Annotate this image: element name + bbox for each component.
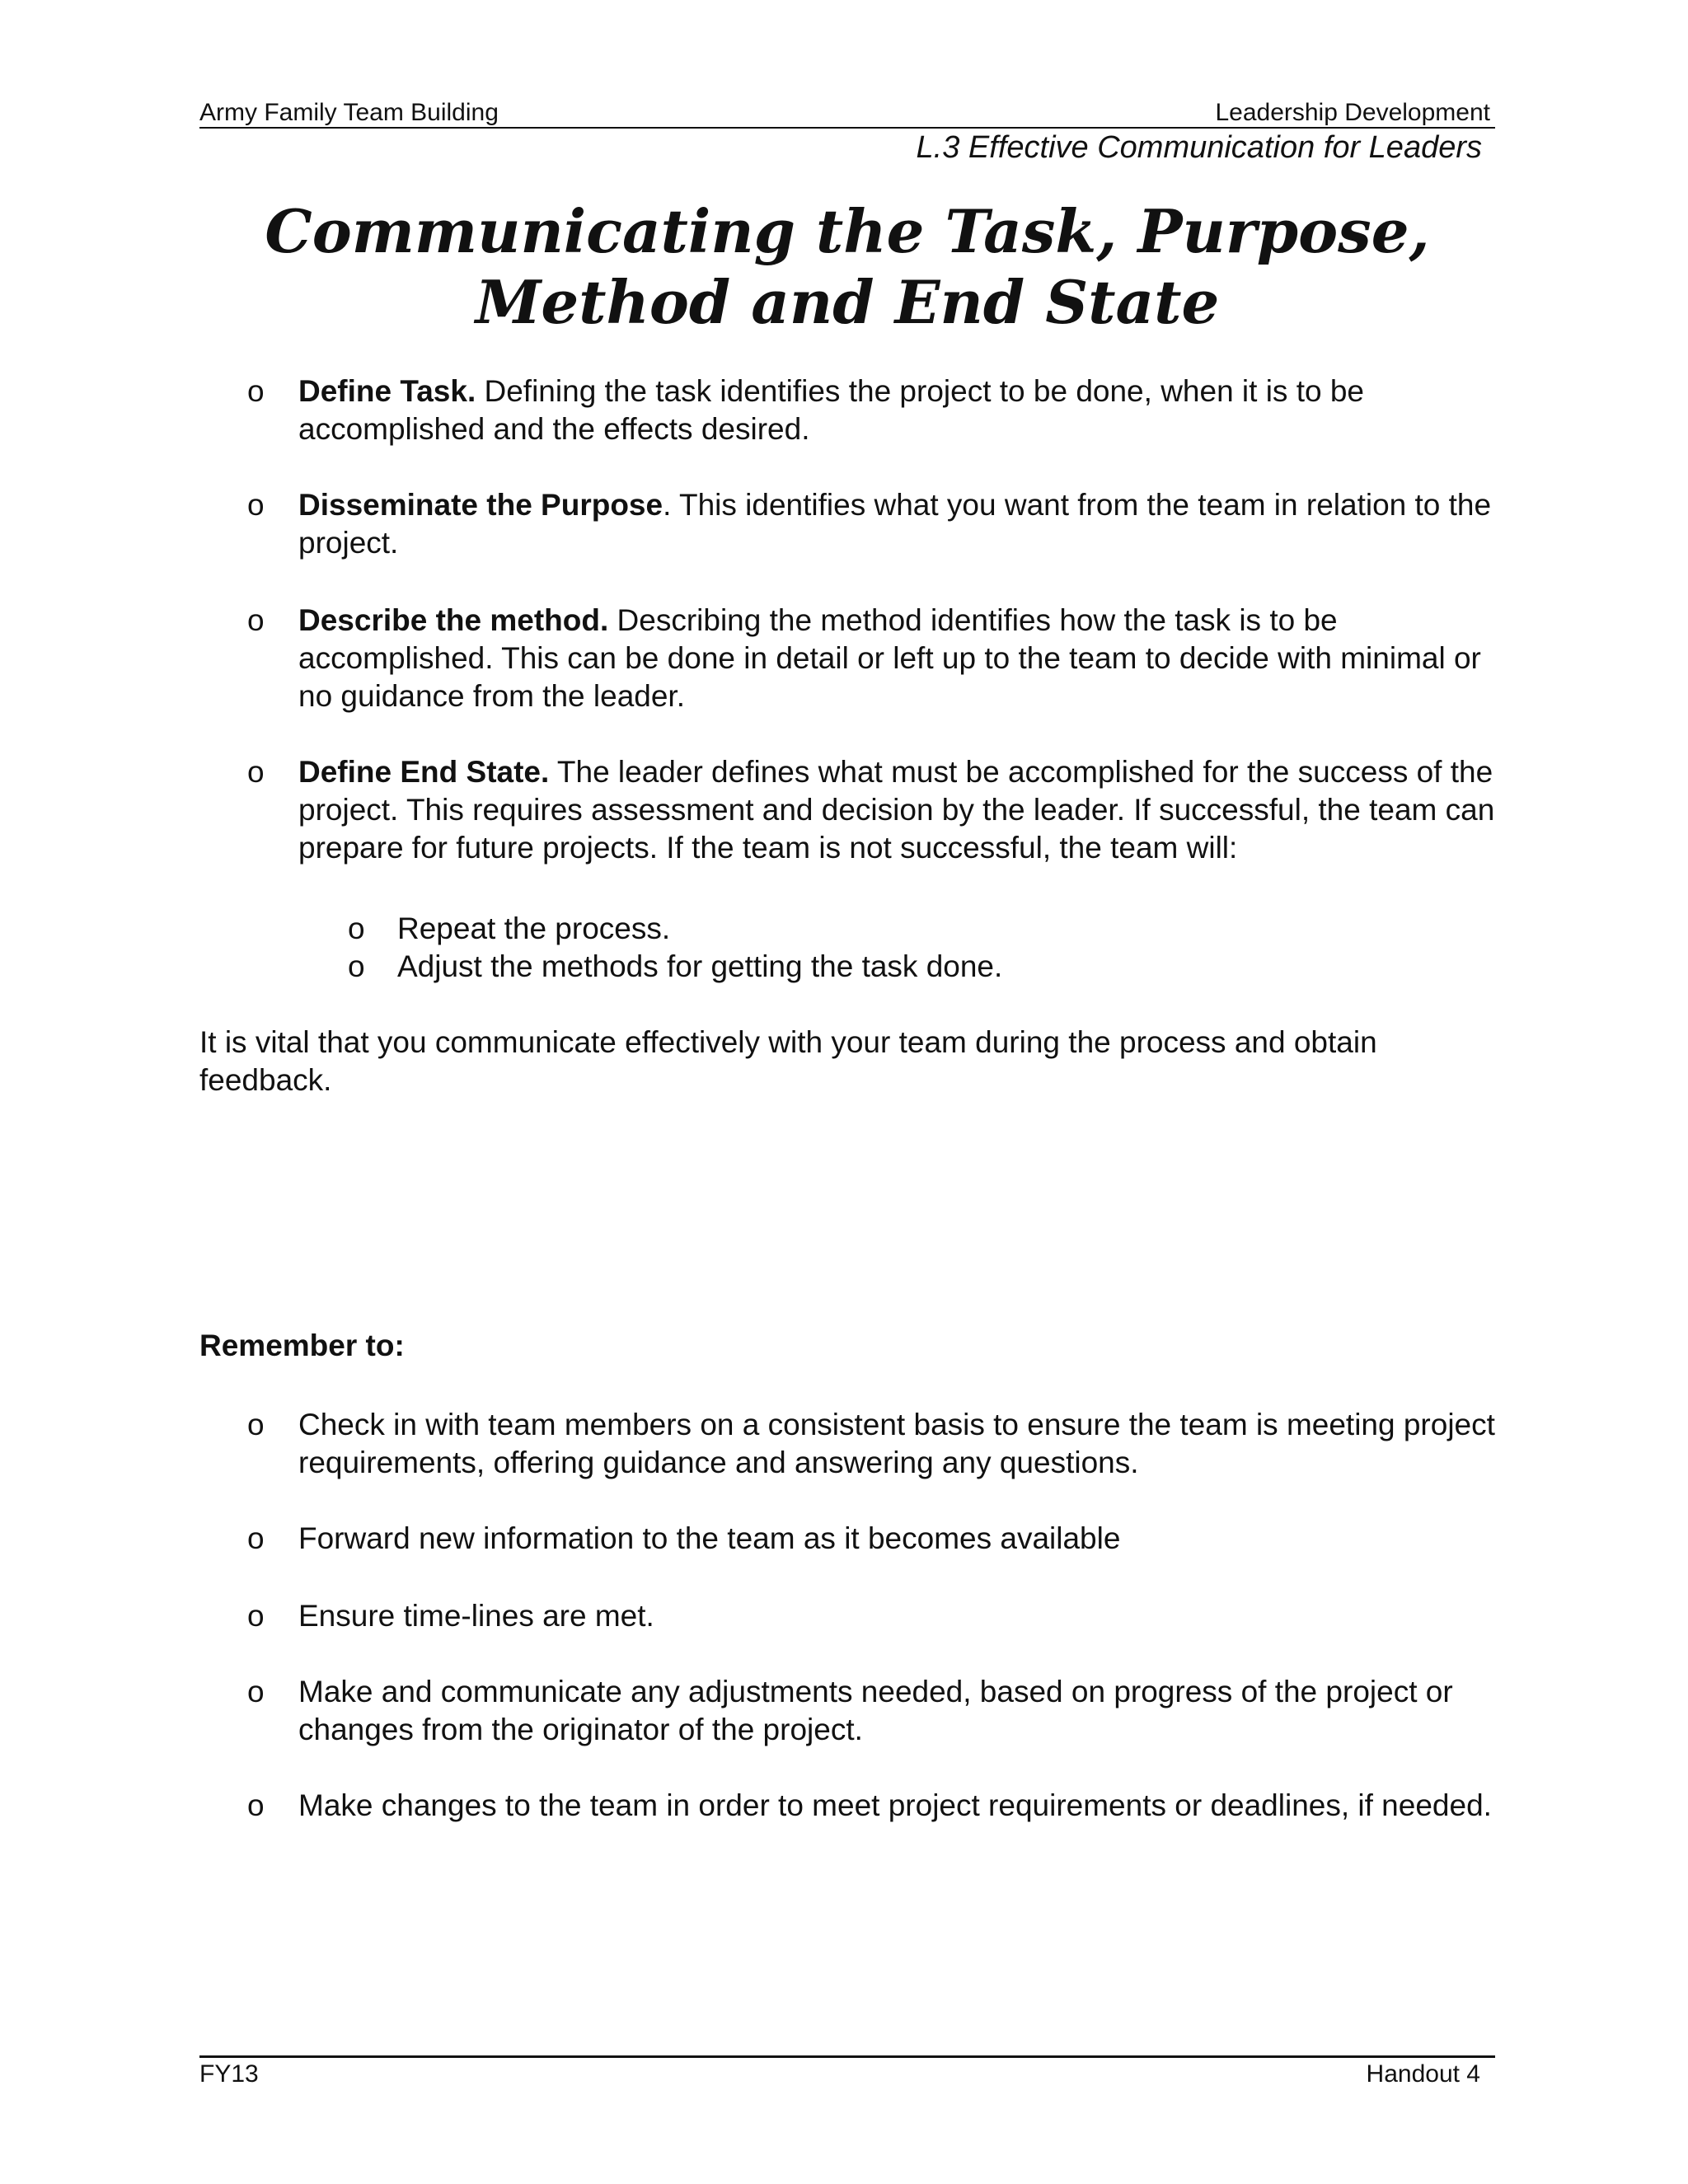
list-item: [298, 753, 1510, 867]
sub-list-item: Adjust the methods for getting the task done.: [397, 949, 1003, 983]
list-item: [298, 373, 1510, 448]
item-text: Defining the task identifies the project to be done, when it is to be accomplished and the effects desired.: [298, 374, 1365, 446]
list-item: Check in with team members on a consistent basis to ensure the team is meeting project requirements, offering guidance and answering any questions.: [298, 1408, 1495, 1479]
title-line-1: Communicating the Task, Purpose,: [265, 196, 1430, 266]
list-item: Make and communicate any adjustments needed, based on progress of the project or changes from the originator of the project.: [298, 1675, 1453, 1746]
bullet-icon: o: [247, 488, 265, 522]
bullet-icon: o: [247, 603, 265, 637]
bullet-icon: o: [247, 1788, 265, 1822]
item-text: Describing the method identifies how the task is to be accomplished. This can be done in detail or left up to the team to decide with minimal or no guidance from the leader.: [298, 603, 1481, 713]
list-item: [298, 486, 1510, 562]
bullet-icon: o: [247, 1408, 265, 1441]
item-text: . This identifies what you want from the team in relation to the project.: [298, 488, 1492, 560]
bullet-icon: o: [247, 1521, 265, 1555]
sub-list-item: Repeat the process.: [397, 912, 671, 945]
item-term: Describe the method.: [298, 603, 609, 637]
remember-heading: Remember to:: [199, 1329, 405, 1362]
closing-paragraph: It is vital that you communicate effectively with your team during the process and obtain feedback.: [199, 1025, 1377, 1097]
sub-bullet-icon: o: [348, 949, 365, 983]
footer-divider: [199, 2055, 1495, 2058]
bullet-icon: o: [247, 374, 265, 408]
list-item: [298, 602, 1510, 715]
page-title: [199, 196, 1495, 338]
footer-right: Handout 4: [1366, 2060, 1480, 2088]
item-term: Disseminate the Purpose: [298, 488, 663, 522]
item-term: Define End State.: [298, 755, 550, 789]
item-text: The leader defines what must be accomplished for the success of the project. This requires assessment and decision by the leader. If successful, the team can prepare for future projects. If the team is not successful, the team will:: [298, 755, 1495, 865]
header-divider: [199, 127, 1495, 129]
list-item: Forward new information to the team as it becomes available: [298, 1521, 1121, 1555]
section-subtitle: L.3 Effective Communication for Leaders: [916, 130, 1482, 165]
list-item: Make changes to the team in order to meet project requirements or deadlines, if needed.: [298, 1788, 1492, 1822]
footer-left: FY13: [199, 2060, 259, 2088]
title-line-2: Method and End State: [475, 267, 1220, 337]
item-term: Define Task.: [298, 374, 476, 408]
list-item: Ensure time-lines are met.: [298, 1599, 654, 1633]
header-right: Leadership Development: [1215, 99, 1490, 126]
header-left: Army Family Team Building: [199, 99, 499, 126]
bullet-icon: o: [247, 1675, 265, 1708]
bullet-icon: o: [247, 1599, 265, 1633]
bullet-icon: o: [247, 755, 265, 789]
sub-bullet-icon: o: [348, 912, 365, 945]
